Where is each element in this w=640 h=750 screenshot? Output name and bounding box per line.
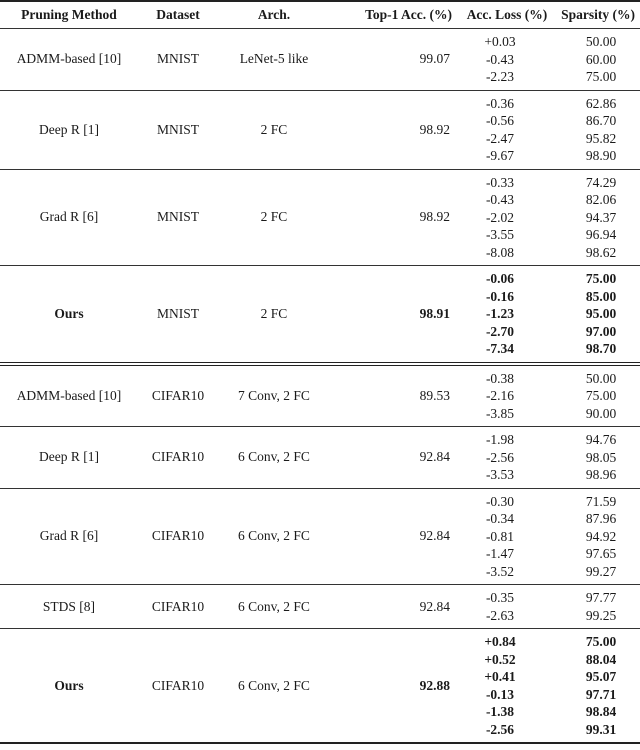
table-row — [0, 364, 640, 427]
sparsity-cell — [556, 364, 640, 427]
sparsity-value: 95.82 — [585, 130, 617, 146]
method-cell: ADMM-based [10] — [0, 29, 138, 91]
header-pruning-method: Pruning Method — [0, 1, 138, 29]
acc-loss-value: -3.53 — [485, 467, 515, 482]
dataset-cell: CIFAR10 — [138, 364, 218, 427]
dataset-cell: CIFAR10 — [138, 629, 218, 744]
sparsity-value: 71.59 — [585, 493, 617, 509]
method-cell: STDS [8] — [0, 585, 138, 629]
acc-loss-value: -1.47 — [485, 546, 515, 561]
dataset-cell: MNIST — [138, 29, 218, 91]
dataset-cell: CIFAR10 — [138, 585, 218, 629]
sparsity-value: 75.00 — [585, 69, 617, 84]
dataset-cell: MNIST — [138, 266, 218, 364]
acc-loss-value: -0.16 — [485, 288, 515, 304]
sparsity-value: 98.84 — [585, 704, 617, 719]
acc-loss-value: -0.56 — [485, 113, 515, 128]
method-cell: Grad R [6] — [0, 169, 138, 266]
sparsity-value: 75.00 — [585, 634, 617, 649]
acc-loss-value: -1.98 — [485, 432, 515, 447]
arch-cell: 6 Conv, 2 FC — [218, 585, 330, 629]
sparsity-cell — [556, 29, 640, 91]
acc-loss-value: -0.33 — [485, 174, 515, 190]
acc-loss-value: -0.43 — [485, 51, 515, 67]
acc-loss-value: -7.34 — [485, 341, 515, 356]
sparsity-value: 97.00 — [585, 323, 617, 339]
acc-loss-cell — [458, 629, 556, 744]
method-cell: ADMM-based [10] — [0, 364, 138, 427]
header-arch: Arch. — [218, 1, 330, 29]
acc-loss-value: -0.13 — [485, 686, 515, 702]
sparsity-value: 98.96 — [585, 467, 617, 482]
dataset-cell: CIFAR10 — [138, 427, 218, 489]
sparsity-cell — [556, 488, 640, 585]
arch-cell: 2 FC — [218, 266, 330, 364]
dataset-cell: CIFAR10 — [138, 488, 218, 585]
top1-acc-cell: 89.53 — [330, 364, 458, 427]
sparsity-value: 60.00 — [585, 51, 617, 67]
sparsity-value: 98.62 — [585, 244, 617, 260]
sparsity-value: 94.76 — [585, 432, 617, 447]
sparsity-value: 82.06 — [585, 192, 617, 207]
top1-acc-cell: 92.84 — [330, 585, 458, 629]
sparsity-value: 94.37 — [585, 209, 617, 225]
top1-acc-cell: 98.92 — [330, 90, 458, 169]
sparsity-value: 95.07 — [585, 669, 617, 684]
acc-loss-value: +0.41 — [484, 669, 516, 684]
header-sparsity: Sparsity (%) — [556, 1, 640, 29]
sparsity-cell — [556, 585, 640, 629]
top1-acc-cell: 98.91 — [330, 266, 458, 364]
sparsity-value: 88.04 — [585, 651, 617, 667]
acc-loss-value: +0.84 — [484, 634, 516, 649]
top1-acc-cell: 99.07 — [330, 29, 458, 91]
method-cell: Ours — [0, 629, 138, 744]
method-cell: Deep R [1] — [0, 90, 138, 169]
arch-cell: LeNet-5 like — [218, 29, 330, 91]
header-acc-loss: Acc. Loss (%) — [458, 1, 556, 29]
acc-loss-value: -0.81 — [485, 528, 515, 544]
header-row — [0, 1, 640, 29]
method-cell: Deep R [1] — [0, 427, 138, 489]
table-row — [0, 427, 640, 489]
acc-loss-value: -3.55 — [485, 227, 515, 242]
acc-loss-value: -0.38 — [485, 370, 515, 386]
acc-loss-value: -0.30 — [485, 493, 515, 509]
sparsity-value: 96.94 — [585, 227, 617, 242]
acc-loss-value: -0.36 — [485, 95, 515, 111]
acc-loss-value: -1.23 — [485, 306, 515, 321]
header-dataset: Dataset — [138, 1, 218, 29]
table-row — [0, 629, 640, 744]
acc-loss-value: -2.56 — [485, 721, 515, 737]
acc-loss-value: +0.52 — [484, 651, 516, 667]
acc-loss-value: -2.23 — [485, 69, 515, 84]
acc-loss-value: -2.16 — [485, 388, 515, 403]
dataset-cell: MNIST — [138, 169, 218, 266]
acc-loss-value: -2.02 — [485, 209, 515, 225]
sparsity-value: 85.00 — [585, 288, 617, 304]
sparsity-value: 97.71 — [585, 686, 617, 702]
table-row — [0, 488, 640, 585]
acc-loss-value: -2.63 — [485, 607, 515, 623]
sparsity-value: 98.05 — [585, 449, 617, 465]
top1-acc-cell: 92.84 — [330, 427, 458, 489]
top1-acc-cell: 92.84 — [330, 488, 458, 585]
acc-loss-value: -0.34 — [485, 511, 515, 526]
sparsity-value: 97.77 — [585, 590, 617, 605]
sparsity-value: 95.00 — [585, 306, 617, 321]
acc-loss-value: -0.35 — [485, 590, 515, 605]
header-top1-acc: Top-1 Acc. (%) — [330, 1, 458, 29]
sparsity-value: 75.00 — [585, 271, 617, 286]
table-row — [0, 585, 640, 629]
table-row — [0, 169, 640, 266]
sparsity-value: 99.25 — [585, 607, 617, 623]
arch-cell: 6 Conv, 2 FC — [218, 427, 330, 489]
acc-loss-value: -2.70 — [485, 323, 515, 339]
arch-cell: 6 Conv, 2 FC — [218, 629, 330, 744]
acc-loss-value: -0.06 — [485, 271, 515, 286]
top1-acc-cell: 98.92 — [330, 169, 458, 266]
acc-loss-value: -3.52 — [485, 563, 515, 579]
acc-loss-cell — [458, 585, 556, 629]
sparsity-cell — [556, 427, 640, 489]
acc-loss-cell — [458, 364, 556, 427]
acc-loss-value: -2.56 — [485, 449, 515, 465]
acc-loss-cell — [458, 427, 556, 489]
sparsity-value: 94.92 — [585, 528, 617, 544]
sparsity-value: 50.00 — [585, 370, 617, 386]
sparsity-value: 75.00 — [585, 388, 617, 403]
sparsity-cell — [556, 169, 640, 266]
acc-loss-value: -8.08 — [485, 244, 515, 260]
sparsity-value: 86.70 — [585, 113, 617, 128]
arch-cell: 2 FC — [218, 169, 330, 266]
sparsity-value: 97.65 — [585, 546, 617, 561]
acc-loss-value: -0.43 — [485, 192, 515, 207]
acc-loss-cell — [458, 266, 556, 364]
sparsity-value: 99.31 — [585, 721, 617, 737]
sparsity-value: 87.96 — [585, 511, 617, 526]
sparsity-value: 90.00 — [585, 405, 617, 421]
top1-acc-cell: 92.88 — [330, 629, 458, 744]
table-row — [0, 29, 640, 91]
arch-cell: 7 Conv, 2 FC — [218, 364, 330, 427]
dataset-cell: MNIST — [138, 90, 218, 169]
acc-loss-value: -9.67 — [485, 148, 515, 163]
sparsity-cell — [556, 90, 640, 169]
sparsity-cell — [556, 266, 640, 364]
acc-loss-cell — [458, 169, 556, 266]
acc-loss-value: -1.38 — [485, 704, 515, 719]
sparsity-value: 98.90 — [585, 148, 617, 163]
table-row — [0, 90, 640, 169]
acc-loss-value: -2.47 — [485, 130, 515, 146]
sparsity-value: 98.70 — [585, 341, 617, 356]
sparsity-value: 62.86 — [585, 95, 617, 111]
acc-loss-cell — [458, 488, 556, 585]
method-cell: Grad R [6] — [0, 488, 138, 585]
arch-cell: 2 FC — [218, 90, 330, 169]
sparsity-value: 50.00 — [585, 34, 617, 49]
acc-loss-value: -3.85 — [485, 405, 515, 421]
method-cell: Ours — [0, 266, 138, 364]
arch-cell: 6 Conv, 2 FC — [218, 488, 330, 585]
acc-loss-value: +0.03 — [484, 34, 516, 49]
acc-loss-cell — [458, 29, 556, 91]
table-body — [0, 29, 640, 744]
sparsity-cell — [556, 629, 640, 744]
acc-loss-cell — [458, 90, 556, 169]
sparsity-value: 99.27 — [585, 563, 617, 579]
table-row — [0, 266, 640, 364]
sparsity-value: 74.29 — [585, 174, 617, 190]
